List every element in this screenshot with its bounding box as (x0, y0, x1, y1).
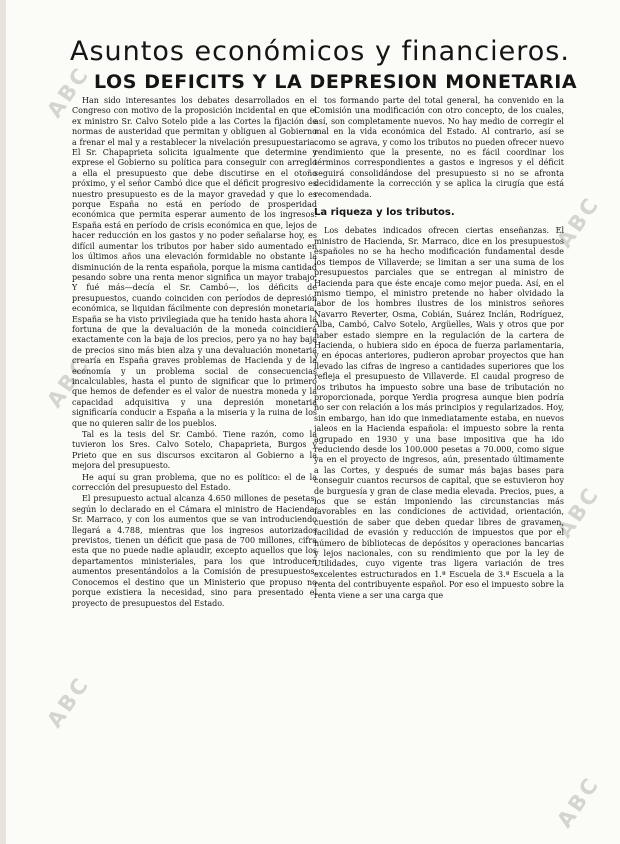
article-column-right (314, 96, 564, 836)
watermark: ABC (42, 61, 95, 123)
article-paragraph: Los debates indicados ofrecen ciertas enseñanzas. El ministro de Hacienda, Sr. Marraco, dice en los presupuestos españoles no se ha hecho modificación fundamental desde los tiempos de Villaverde; se limitan a ser una suma de los presupuestos parciales que se entregan al ministro de Hacienda para que éste encaje como mejor pueda. Así, en el mismo tiempo, el ministro pretende no haber olvidado la labor de los hombres ilustres de los ministros señores Navarro Reverter, Osma, Cobián, Suárez Inclán, Rodríguez, Alba, Cambó, Calvo Sotelo, Argüelles, Wais y otros que por haber estado siempre en la regulación de la cartera de Hacienda, o hubiera sido en época de fuerza parlamentaria, y en épocas anteriores, pudieron aprobar proyectos que han llevado las cifras de ingreso a cantidades superiores que los refleja el presupuesto de Villaverde. El caudal progreso de los tributos ha impuesto sobre una base de tributación no proporcionada, porque Yerdia progresa aunque bien podría no ser con relación a los más principios y regularizados. Hoy, sin embargo, han ido que inmediatamente estaba, en nuevos jaleos en la Hacienda española: el impuesto sobre la renta agrupado en 1930 y una base impositiva que ha ido reduciendo desde los 100.000 pesetas a 70.000, como sigue ya en el proyecto de ingresos, aún, presentado últimamente a las Cortes, y después de sumar más bajas bases para conseguir cuantos recursos de capital, que se estuvieron hoy de burguesía y gran de clase media elevada. Precios, pues, a los que se están imponiendo las circunstancias más favorables en las condiciones de actividad, orientación, cuestión de saber que deben quedar libres de gravamen, facilidad de evasión y reducción de impuestos que por el número de bibliotecas de depósitos y operaciones bancarias y lejos nacionales, con su rendimiento que por la ley de Utilidades, cuyo vigente tras ligera variación de tres excelentes estructurados en 1.ª Escuela de 3.ª Escuela a la renta del contribuyente español. Por eso el impuesto sobre la renta viene a ser una carga que (314, 226, 564, 600)
article-headline: LOS DEFICITS Y LA DEPRESION MONETARIA (94, 71, 578, 93)
watermark: ABC (42, 671, 95, 733)
page-title: Asuntos económicos y financieros. (70, 36, 570, 67)
article-paragraph: Han sido interesantes los debates desarrollados en el Congreso con motivo de la proposición incidental en que el ex ministro Sr. Calvo Sotelo pide a las Cortes la fijación de normas de austeridad que permitan y obliguen al Gobierno a frenar el mal y a restablecer la nivelación presupuestaria. El Sr. Chapaprieta solicita igualmente que determine y exprese el Gobierno su política para conseguir con arreglo a ella el presupuesto que debe discutirse en el otoño próximo, y el señor Cambó dice que el déficit progresivo es nuestro presupuesto es de la mayor gravedad y que lo es porque España no está en período de prosperidad económica que permita esperar aumento de los ingresos. España está en período de crisis económica en que, lejos de hacer reducción en los gastos y no poder señalarse hoy, es difícil aumentar los tributos por haber sido aumentado en los últimos años una elevación formidable no obstante la disminución de la renta española, porque la misma cantidad pesando sobre una renta menor significa un mayor trabajo. Y fué más—decía el Sr. Cambó—, los déficits de presupuestos, cuando coinciden con períodos de depresión económica, se liquidan fácilmente con depresión monetaria. España se ha visto privilegiada que ha tenido hasta ahora la fortuna de que la devaluación de la moneda coincidiera exactamente con la baja de los precios, pero ya no hay baja de precios sino más bien alza y una devaluación monetaria crearía en España graves problemas de Hacienda y de la economía y un problema social de consecuencias incalculables, hasta el punto de significar que lo primero que hemos de defender es el valor de nuestra moneda y la capacidad adquisitiva y una depresión monetaria significaría conducir a España a la miseria y la ruina de los que no quieren salir de los pueblos. (72, 96, 317, 428)
article-paragraph: Tal es la tesis del Sr. Cambó. Tiene razón, como la tuvieron los Sres. Calvo Sotelo, Chapaprieta, Burgos y Prieto que en sus discursos excitaron al Gobierno a la mejora del presupuesto. (72, 430, 317, 471)
scan-edge (0, 0, 6, 844)
watermark: ABC (552, 191, 605, 253)
watermark: ABC (552, 771, 605, 833)
article-paragraph: El presupuesto actual alcanza 4.650 millones de pesetas, según lo declarado en el Cámara el ministro de Hacienda, Sr. Marraco, y con los aumentos que se van introduciendo llegará a 4.788, mientras que los ingresos autorizados previstos, tienen un déficit que pasa de 700 millones, cifra esta que no puede nadie aplaudir, excepto aquellos que los departamentos ministeriales, para los que introducen aumentos presentándolos a la Comisión de presupuestos. Conocemos el destino que un Ministerio que propuso no porque existiera la necesidad, sino para presentado el proyecto de presupuestos del Estado. (72, 494, 317, 608)
article-paragraph: He aquí su gran problema, que no es político: el de la corrección del presupuesto del Estado. (72, 472, 317, 493)
watermark: ABC (552, 481, 605, 543)
article-paragraph: tos formando parte del total general, ha convenido en la Comisión una modificación con otro concepto, de los cuales, así, son completamente nuevos. No hay medio de corregir el mal en la vida económica del Estado. Al contrario, así se como se agrava, y como los tributos no pueden ofrecer nuevo rendimiento que la presente, no es fácil coordinar los términos correspondientes a gastos e ingresos y el déficit seguirá consolidándose del presupuesto si no se afronta decididamente la corrección y se aplica la cirugía que está recomendada. (314, 96, 564, 199)
section-heading: La riqueza y los tributos. (314, 207, 455, 219)
watermark: ABC (42, 351, 95, 413)
article-column-left (72, 96, 317, 836)
